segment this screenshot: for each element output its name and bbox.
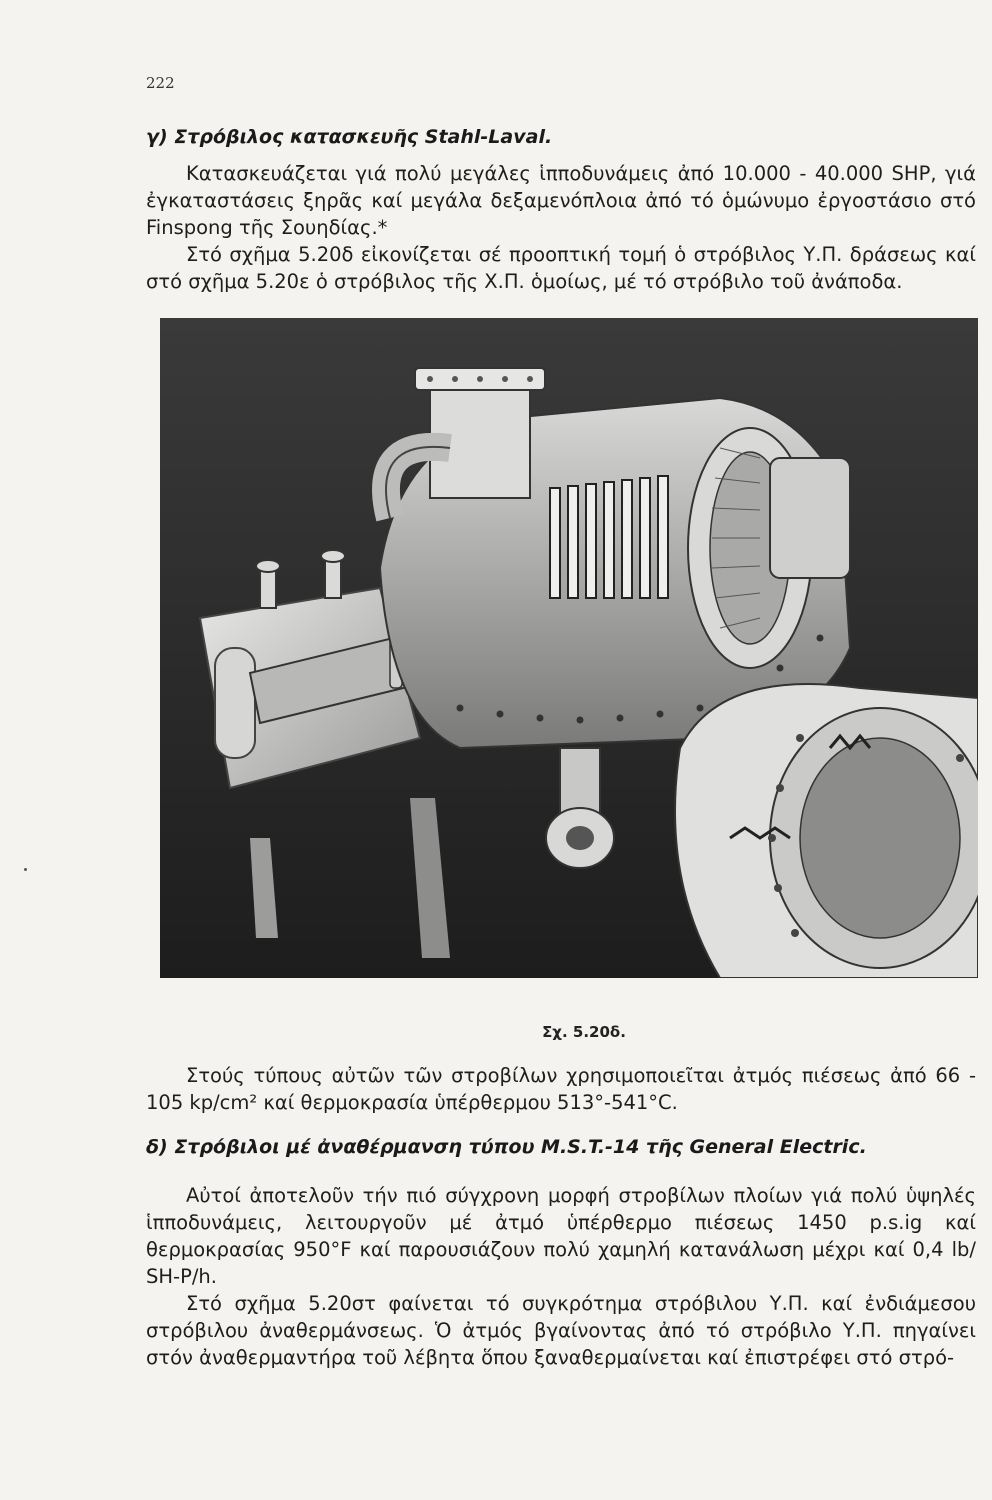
section-d-paragraph-1: Αὐτοί ἀποτελοῦν τήν πιό σύγχρονη μορφή στροβίλων πλοίων γιά πολύ ὑψηλές ἱπποδυνάμεις, λειτουργοῦν μέ ἀτμό ὑπέρθερμο πιέσεως 1450 p.s.ig καί θερμοκρασίας 950°F καί παρουσιάζουν πολύ χαμηλή κατανάλωση μέχρι καί 0,4 lb/ SH-P/h. — [146, 1184, 976, 1288]
scan-dot — [24, 868, 27, 871]
section-c-heading: γ) Στρόβιλος κατασκευῆς Stahl-Laval. — [146, 126, 553, 148]
steam-turbine-cutaway-illustration — [160, 318, 978, 978]
paragraph-steam-pressure: Στούς τύπους αὐτῶν τῶν στροβίλων χρησιμοποιεῖται ἀτμός πιέσεως ἀπό 66 - 105 kp/cm² καί θερμοκρασία ὑπέρθερμου 513°-541°C. — [146, 1064, 976, 1114]
section-c-paragraph-2: Στό σχῆμα 5.20δ εἰκονίζεται σέ προοπτική τομή ὁ στρόβιλος Υ.Π. δράσεως καί στό σχῆμα 5.20ε ὁ στρόβιλος τῆς Χ.Π. ὁμοίως, μέ τό στρόβιλο τοῦ ἀνάποδα. — [146, 243, 976, 293]
section-c-paragraph-1: Κατασκευάζεται γιά πολύ μεγάλες ἱπποδυνάμεις ἀπό 10.000 - 40.000 SHP, γιά ἐγκαταστάσεις ξηρᾶς καί μεγάλα δεξαμενόπλοια ἀπό τό ὁμώνυμο ἐργοστάσιο στό Finspong τῆς Σουηδίας.* — [146, 162, 976, 239]
page-number: 222 — [146, 74, 175, 92]
section-d-paragraph-2: Στό σχῆμα 5.20στ φαίνεται τό συγκρότημα στρόβιλου Υ.Π. καί ἐνδιάμεσου στρόβιλου ἀναθερμάνσεως. Ὁ ἀτμός βγαίνοντας ἀπό τό στρόβιλο Υ.Π. πηγαίνει στόν ἀναθερμαντήρα τοῦ λέβητα ὅπου ξαναθερμαίνεται καί ἐπιστρέφει στό στρό- — [146, 1292, 976, 1369]
turbine-figure — [160, 318, 978, 978]
figure-caption: Σχ. 5.20δ. — [542, 1023, 626, 1041]
section-d-heading: δ) Στρόβιλοι μέ ἀναθέρμανση τύπου M.S.T.-14 τῆς General Electric. — [146, 1136, 867, 1158]
